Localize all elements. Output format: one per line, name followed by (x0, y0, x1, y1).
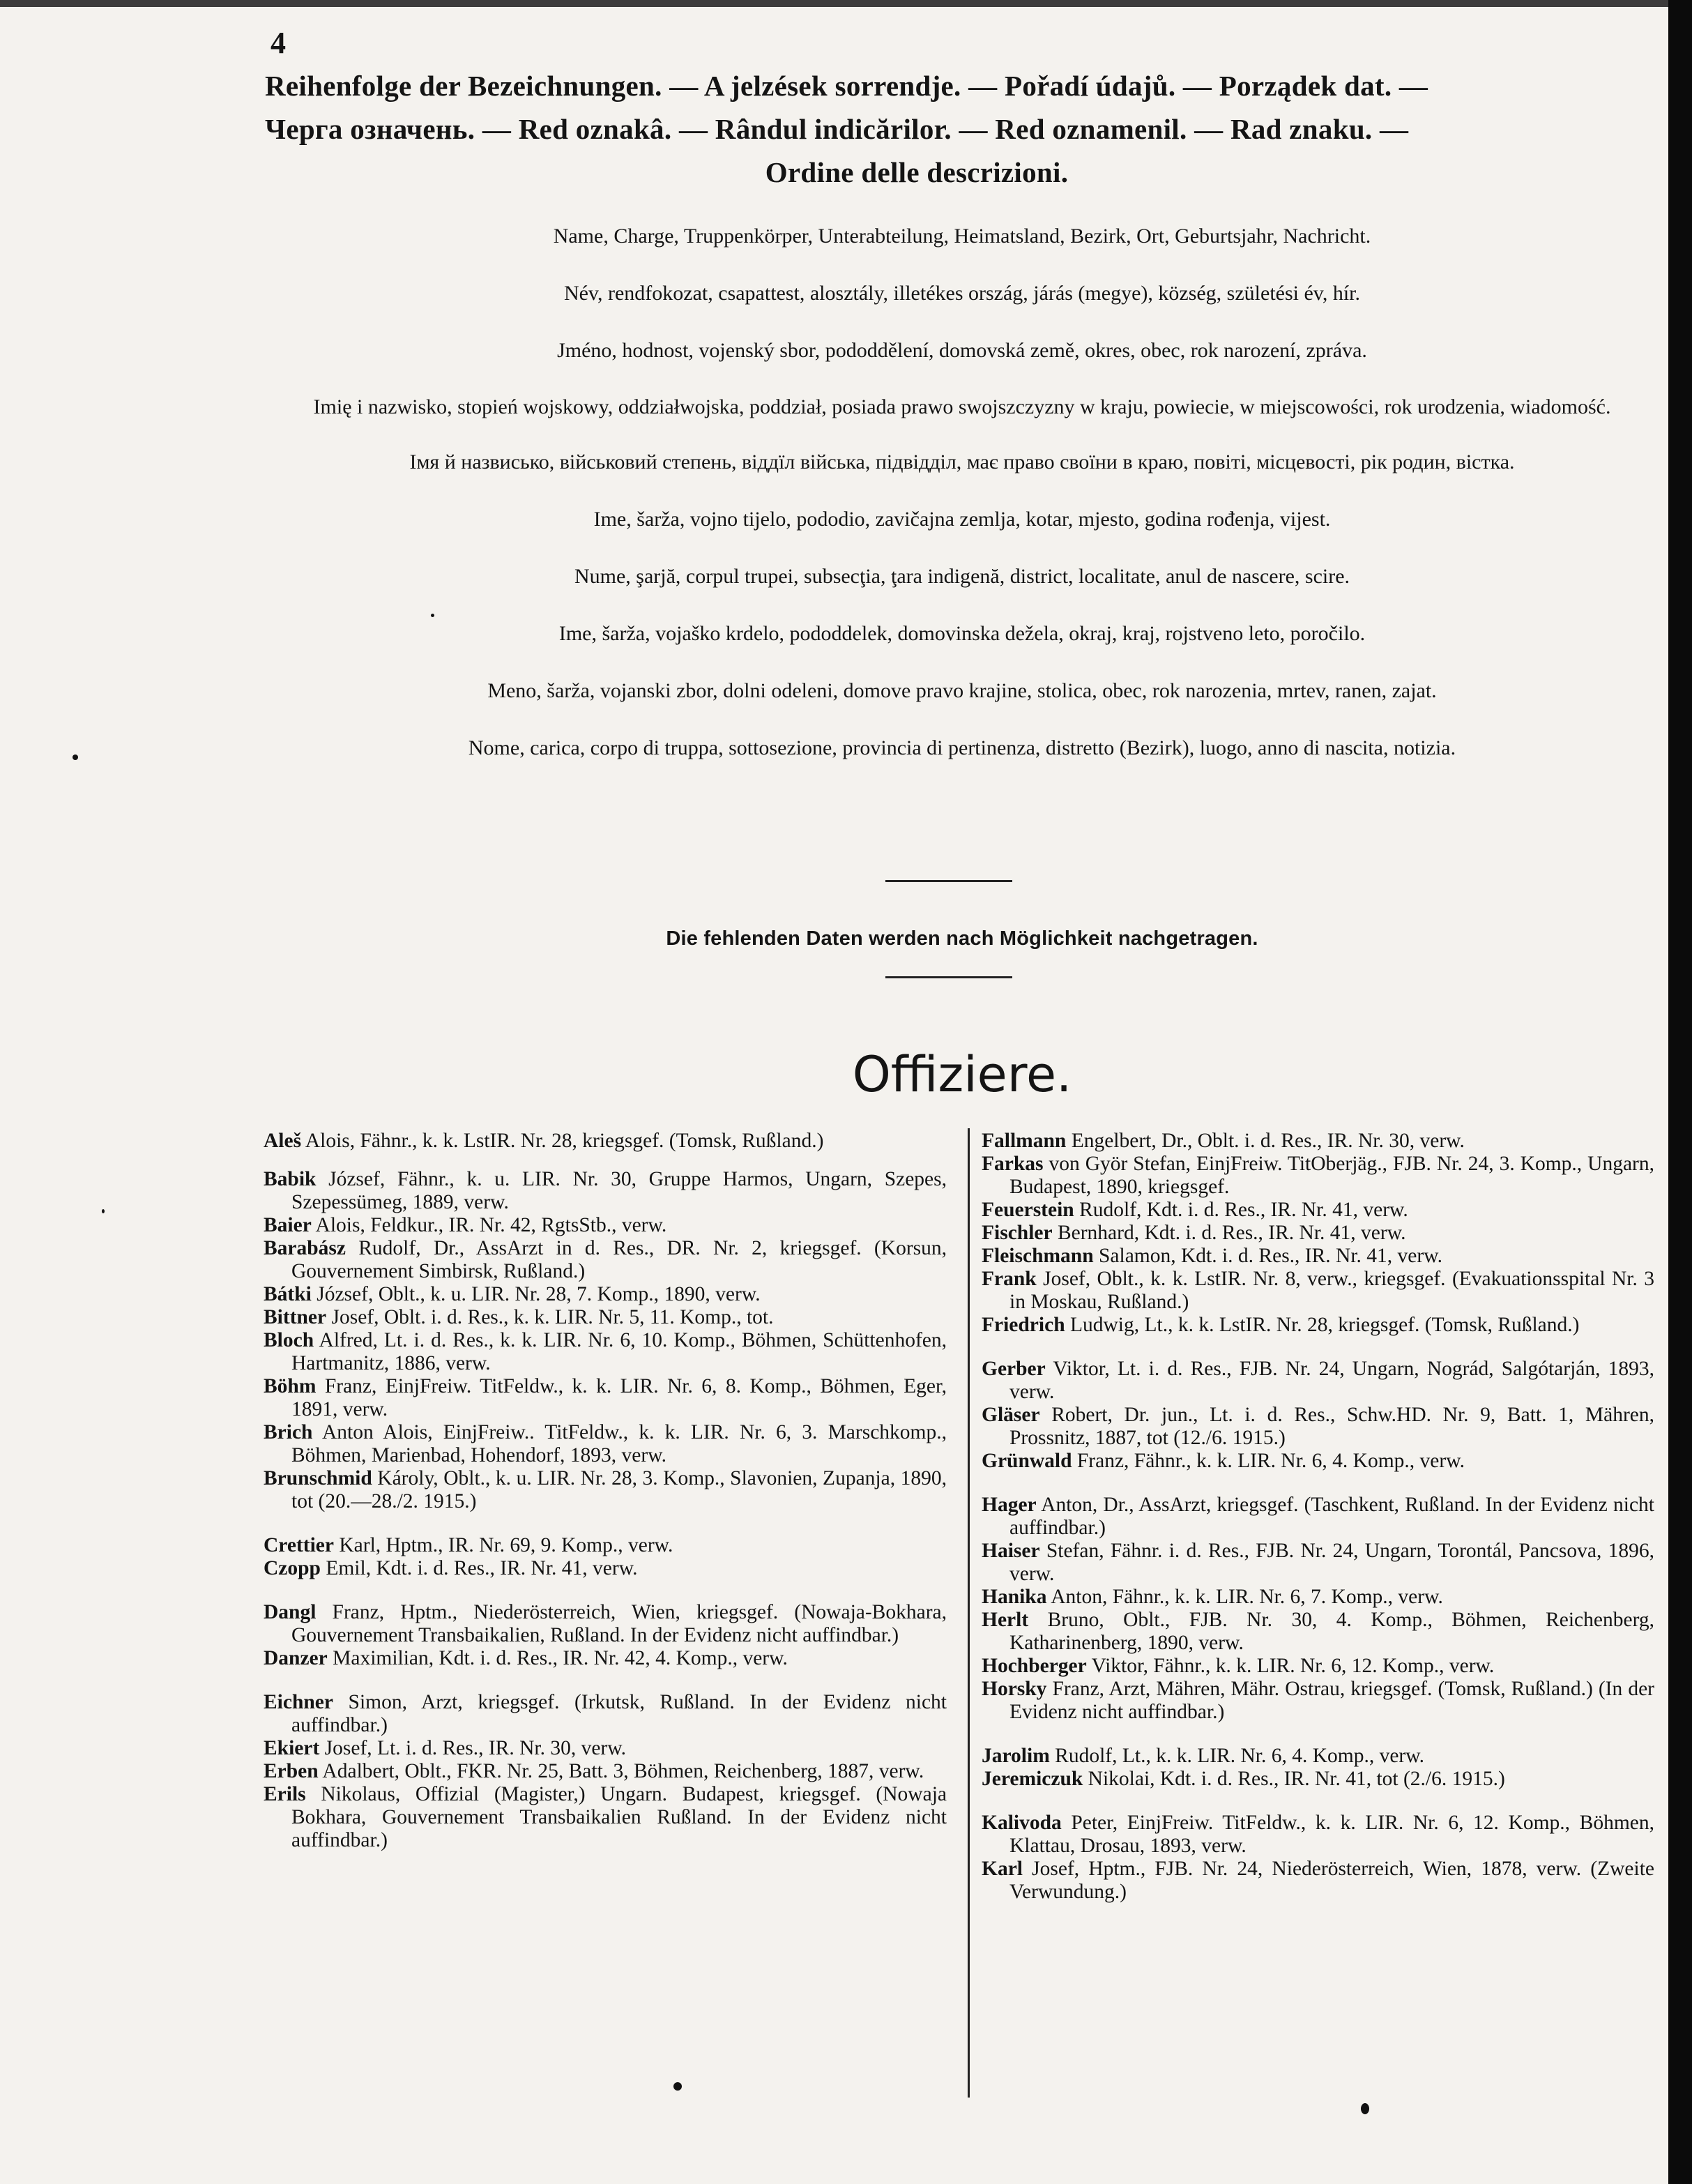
officer-details: von Györ Stefan, EinjFreiw. TitOberjäg., FJB. Nr. 24, 3. Komp., Ungarn, Budapest, 1890, kriegsgef. (1009, 1153, 1654, 1198)
officer-surname: Brich (264, 1421, 313, 1443)
officer-details: Anton, Fähnr., k. k. LIR. Nr. 6, 7. Komp., verw. (1046, 1586, 1443, 1608)
list-item (264, 1130, 947, 1153)
officer-details: Karl, Hptm., IR. Nr. 69, 9. Komp., verw. (334, 1534, 673, 1556)
officer-details: Adalbert, Oblt., FKR. Nr. 25, Batt. 3, Böhmen, Reichenberg, 1887, verw. (318, 1760, 924, 1782)
officer-surname: Hager (982, 1494, 1037, 1516)
separator-rule (885, 976, 1012, 978)
list-item (264, 1783, 947, 1852)
list-item (982, 1655, 1654, 1678)
heading-line-1: Reihenfolge der Bezeichnungen. — A jelzések sorrendje. — Pořadí údajů. — Porządek dat. — (265, 70, 1428, 102)
officer-details: Alfred, Lt. i. d. Res., k. k. LIR. Nr. 6, 10. Komp., Böhmen, Schüttenhofen, Hartmanitz, 1886, verw. (291, 1329, 947, 1374)
list-item (264, 1737, 947, 1760)
legend-hungarian: Név, rendfokozat, csapattest, alosztály, illetékes ország, járás (megye), község, születési év, hír. (563, 282, 1361, 305)
officer-surname: Friedrich (982, 1314, 1065, 1336)
separator-rule (885, 880, 1012, 882)
list-item (264, 1306, 947, 1329)
officer-surname: Crettier (264, 1534, 334, 1556)
officer-details: Salamon, Kdt. i. d. Res., IR. Nr. 41, verw. (1093, 1245, 1442, 1267)
legend-german: Name, Charge, Truppenkörper, Unterabteilung, Heimatsland, Bezirk, Ort, Geburtsjahr, Nachricht. (553, 225, 1371, 248)
officer-details: Bruno, Oblt., FJB. Nr. 30, 4. Komp., Böhmen, Reichenberg, Katharinenberg, 1890, verw. (1009, 1609, 1654, 1654)
officer-details: Anton, Dr., AssArzt, kriegsgef. (Taschkent, Rußland. In der Evidenz nicht auffindbar.) (1009, 1494, 1654, 1539)
officer-details: Emil, Kdt. i. d. Res., IR. Nr. 41, verw. (320, 1557, 638, 1579)
officer-details: Maximilian, Kdt. i. d. Res., IR. Nr. 42, 4. Komp., verw. (327, 1647, 788, 1669)
page-number: 4 (270, 26, 286, 60)
officer-details: Anton Alois, EinjFreiw.. TitFeldw., k. k. LIR. Nr. 6, 3. Marschkomp., Böhmen, Marienbad, Hohendorf, 1893, verw. (291, 1421, 947, 1466)
officer-surname: Fallmann (982, 1130, 1067, 1152)
list-item (264, 1283, 947, 1306)
officer-details: Nikolaus, Offizial (Magister,) Ungarn. Budapest, kriegsgef. (Nowaja Bokhara, Gouvernement Transbaikalien Rußland. In der Evidenz nicht auffindbar.) (291, 1783, 947, 1851)
officer-surname: Bittner (264, 1306, 327, 1328)
section-title: Offiziere. (852, 1046, 1072, 1103)
heading-line-2: Черга означень. — Red oznakâ. — Rândul indicărilor. — Red oznamenil. — Rad znaku. — (265, 113, 1409, 145)
officer-surname: Fischler (982, 1222, 1053, 1244)
officer-surname: Aleš (264, 1130, 302, 1152)
list-item (264, 1214, 947, 1237)
list-item (982, 1404, 1654, 1450)
list-item (982, 1609, 1654, 1655)
officer-surname: Hochberger (982, 1655, 1087, 1677)
officer-surname: Frank (982, 1268, 1037, 1290)
officer-surname: Jarolim (982, 1745, 1050, 1767)
list-item (982, 1153, 1654, 1199)
officer-details: Stefan, Fähnr. i. d. Res., FJB. Nr. 24, Ungarn, Torontál, Pancsova, 1896, verw. (1009, 1540, 1654, 1585)
field-order-legend (265, 223, 1659, 792)
officer-surname: Erils (264, 1783, 306, 1805)
list-item (982, 1268, 1654, 1314)
officer-details: Viktor, Lt. i. d. Res., FJB. Nr. 24, Ungarn, Nográd, Salgótarján, 1893, verw. (1009, 1358, 1654, 1403)
officer-details: József, Oblt., k. u. LIR. Nr. 28, 7. Komp., 1890, verw. (311, 1283, 761, 1305)
list-item (264, 1329, 947, 1375)
officer-surname: Grünwald (982, 1450, 1072, 1472)
officer-details: Robert, Dr. jun., Lt. i. d. Res., Schw.HD. Nr. 9, Batt. 1, Mähren, Prossnitz, 1887, tot (12./6. 1915.) (1009, 1404, 1654, 1449)
officer-details: Franz, Arzt, Mähren, Mähr. Ostrau, kriegsgef. (Tomsk, Rußland.) (In der Evidenz nicht auffindbar.) (1009, 1678, 1654, 1723)
officer-surname: Feuerstein (982, 1199, 1074, 1221)
officer-details: Josef, Oblt. i. d. Res., k. k. LIR. Nr. 5, 11. Komp., tot. (326, 1306, 774, 1328)
officer-details: Josef, Hptm., FJB. Nr. 24, Niederösterreich, Wien, 1878, verw. (Zweite Verwundung.) (1009, 1858, 1654, 1903)
officer-surname: Herlt (982, 1609, 1029, 1631)
list-item (982, 1586, 1654, 1609)
officer-details: Bernhard, Kdt. i. d. Res., IR. Nr. 41, verw. (1052, 1222, 1406, 1244)
officer-list-left (264, 1130, 947, 1852)
officer-surname: Farkas (982, 1153, 1044, 1175)
list-item (982, 1245, 1654, 1268)
officer-surname: Horsky (982, 1678, 1047, 1700)
legend-italian: Nome, carica, corpo di truppa, sottosezione, provincia di pertinenza, distretto (Bezirk), luogo, anno di nascita, notizia. (468, 736, 1456, 759)
officer-details: Engelbert, Dr., Oblt. i. d. Res., IR. Nr. 30, verw. (1066, 1130, 1465, 1152)
officer-details: Alois, Feldkur., IR. Nr. 42, RgtsStb., verw. (311, 1214, 667, 1236)
list-item (982, 1858, 1654, 1904)
list-item (264, 1168, 947, 1214)
list-item (264, 1375, 947, 1421)
list-item (264, 1647, 947, 1670)
officer-details: Nikolai, Kdt. i. d. Res., IR. Nr. 41, tot (2./6. 1915.) (1083, 1768, 1505, 1790)
officer-details: Károly, Oblt., k. u. LIR. Nr. 28, 3. Komp., Slavonien, Zupanja, 1890, tot (20.—28./2. 1915.) (291, 1467, 947, 1512)
legend-czech: Jméno, hodnost, vojenský sbor, pododdělení, domovská země, okres, obec, rok narození, zpráva. (557, 339, 1367, 362)
list-item (264, 1691, 947, 1737)
list-item (982, 1745, 1654, 1768)
legend-slovak: Meno, šarža, vojanski zbor, dolni odeleni, domove pravo krajine, stolica, obec, rok narozenia, mrtev, ranen, zajat. (487, 679, 1437, 702)
officer-details: Franz, Hptm., Niederösterreich, Wien, kriegsgef. (Nowaja-Bokhara, Gouvernement Transbaikalien, Rußland. In der Evidenz nicht auffindbar.) (291, 1601, 947, 1646)
officer-details: Josef, Oblt., k. k. LstIR. Nr. 8, verw., kriegsgef. (Evakuationsspital Nr. 3 in Moskau, Rußland.) (1009, 1268, 1654, 1313)
list-item (982, 1130, 1654, 1153)
officer-surname: Erben (264, 1760, 319, 1782)
list-item (982, 1358, 1654, 1404)
list-item (264, 1557, 947, 1580)
officer-surname: Czopp (264, 1557, 321, 1579)
scan-right-edge (1668, 0, 1692, 2184)
officer-list-right (982, 1130, 1654, 1904)
officer-surname: Baier (264, 1214, 312, 1236)
legend-polish: Imię i nazwisko, stopień wojskowy, oddziałwojska, poddział, posiada prawo swojszczyzny w kraju, powiecie, w miejscowości, rok urodzenia, wiadomość. (313, 395, 1611, 418)
officer-surname: Brunschmid (264, 1467, 372, 1489)
officer-surname: Böhm (264, 1375, 317, 1397)
officer-surname: Fleischmann (982, 1245, 1094, 1267)
officer-details: Ludwig, Lt., k. k. LstIR. Nr. 28, kriegsgef. (Tomsk, Rußland.) (1065, 1314, 1580, 1336)
officer-details: Simon, Arzt, kriegsgef. (Irkutsk, Rußland. In der Evidenz nicht auffindbar.) (291, 1691, 947, 1736)
officer-details: József, Fähnr., k. u. LIR. Nr. 30, Gruppe Harmos, Ungarn, Szepes, Szepessümeg, 1889, verw. (291, 1168, 947, 1213)
officer-surname: Hanika (982, 1586, 1047, 1608)
officer-details: Rudolf, Kdt. i. d. Res., IR. Nr. 41, verw. (1074, 1199, 1408, 1221)
list-item (264, 1760, 947, 1783)
legend-slovenian: Ime, šarža, vojaško krdelo, pododdelek, domovinska dežela, okraj, kraj, rojstveno leto, poročilo. (558, 622, 1366, 645)
officer-surname: Karl (982, 1858, 1023, 1880)
heading-line-3: Ordine delle descrizioni. (765, 156, 1069, 188)
officer-surname: Eichner (264, 1691, 333, 1713)
officer-surname: Haiser (982, 1540, 1040, 1562)
officer-surname: Jeremiczuk (982, 1768, 1083, 1790)
list-item (982, 1199, 1654, 1222)
list-item (982, 1222, 1654, 1245)
list-item (264, 1421, 947, 1467)
missing-data-note: Die fehlenden Daten werden nach Möglichkeit nachgetragen. (666, 927, 1258, 950)
list-item (982, 1768, 1654, 1791)
officer-surname: Bloch (264, 1329, 314, 1351)
list-item (264, 1601, 947, 1647)
list-item (982, 1540, 1654, 1586)
list-item (264, 1534, 947, 1557)
officer-details: Rudolf, Lt., k. k. LIR. Nr. 6, 4. Komp., verw. (1049, 1745, 1425, 1767)
officer-surname: Gerber (982, 1358, 1046, 1380)
list-item (982, 1678, 1654, 1724)
heading (265, 64, 1659, 194)
officer-surname: Barabász (264, 1237, 346, 1259)
officer-surname: Bátki (264, 1283, 312, 1305)
officer-details: Franz, Fähnr., k. k. LIR. Nr. 6, 4. Komp., verw. (1072, 1450, 1465, 1472)
officer-surname: Kalivoda (982, 1812, 1062, 1834)
officer-surname: Gläser (982, 1404, 1040, 1426)
legend-romanian: Nume, şarjă, corpul trupei, subsecţia, ţara indigenă, district, localitate, anul de nascere, scire. (574, 565, 1350, 588)
list-item (982, 1494, 1654, 1540)
officer-surname: Babik (264, 1168, 317, 1190)
list-item (982, 1314, 1654, 1337)
officer-details: Josef, Lt. i. d. Res., IR. Nr. 30, verw. (319, 1737, 627, 1759)
column-divider (968, 1128, 970, 2098)
list-item (264, 1467, 947, 1513)
list-item (982, 1450, 1654, 1473)
legend-ukrainian: Імя й назвисько, військовий степень, віддїл війська, підвідділ, має право своїни в краю, повіті, місцевості, рік родин, вістка. (409, 450, 1515, 473)
officer-surname: Ekiert (264, 1737, 320, 1759)
officer-details: Viktor, Fähnr., k. k. LIR. Nr. 6, 12. Komp., verw. (1086, 1655, 1495, 1677)
officer-details: Rudolf, Dr., AssArzt in d. Res., DR. Nr. 2, kriegsgef. (Korsun, Gouvernement Simbirsk, Rußland.) (291, 1237, 947, 1282)
officer-details: Franz, EinjFreiw. TitFeldw., k. k. LIR. Nr. 6, 8. Komp., Böhmen, Eger, 1891, verw. (291, 1375, 947, 1420)
officer-details: Peter, EinjFreiw. TitFeldw., k. k. LIR. Nr. 6, 12. Komp., Böhmen, Klattau, Drosau, 1893, verw. (1009, 1812, 1654, 1857)
legend-croatian: Ime, šarža, vojno tijelo, pododio, zavičajna zemlja, kotar, mjesto, godina rođenja, vijest. (593, 508, 1331, 531)
officer-details: Alois, Fähnr., k. k. LstIR. Nr. 28, kriegsgef. (Tomsk, Rußland.) (301, 1130, 824, 1152)
officer-surname: Dangl (264, 1601, 317, 1623)
officer-surname: Danzer (264, 1647, 328, 1669)
list-item (982, 1812, 1654, 1858)
list-item (264, 1237, 947, 1283)
